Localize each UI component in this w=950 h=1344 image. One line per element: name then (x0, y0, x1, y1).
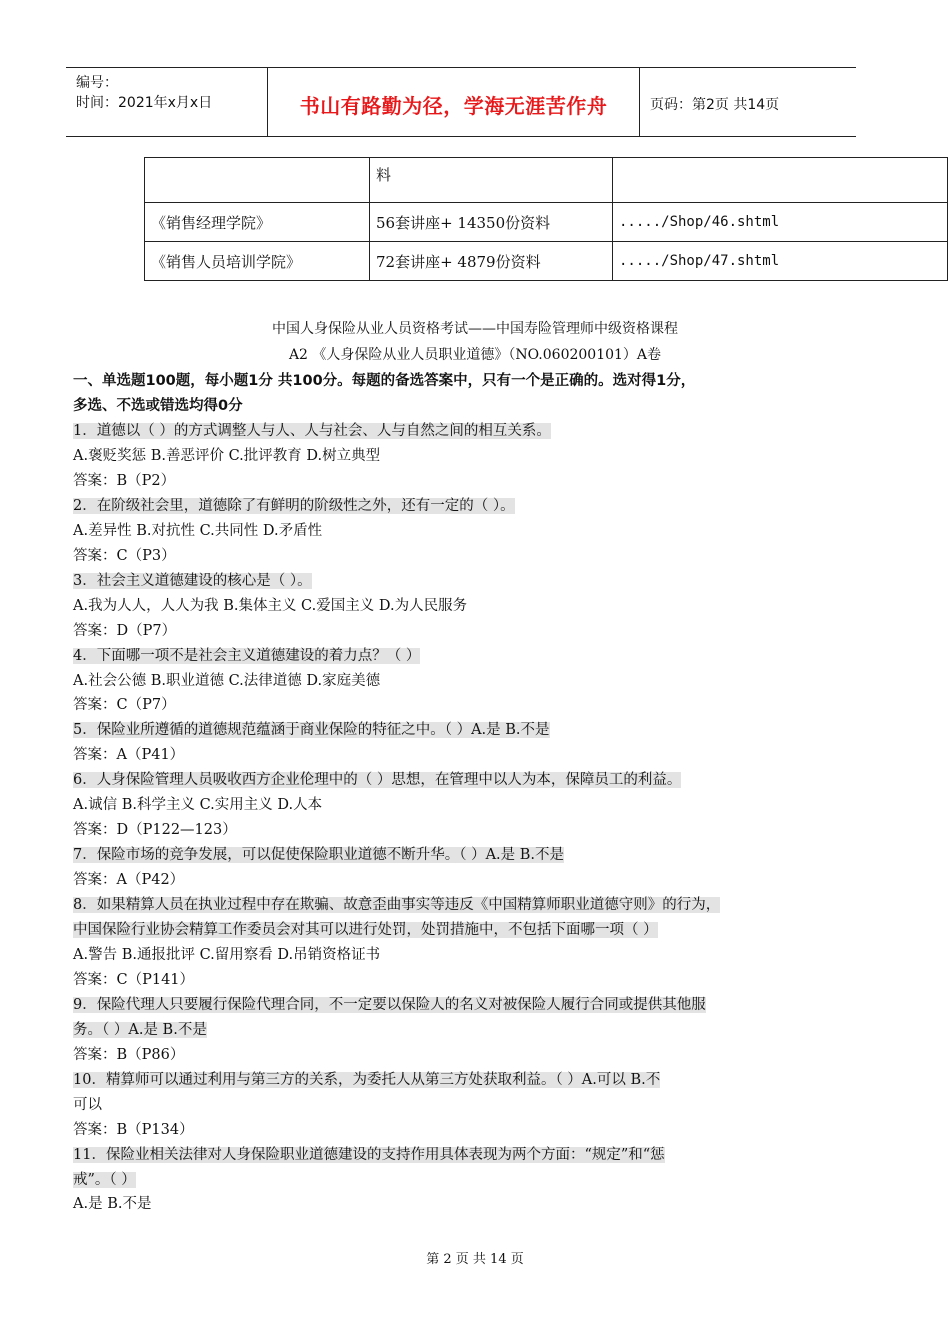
catalog-name: 《销售经理学院》 (145, 203, 370, 242)
question-line-text: A.社会公德 B.职业道德 C.法律道德 D.家庭美德 (73, 672, 381, 689)
motto: 书山有路勤为径，学海无涯苦作舟 (299, 94, 608, 118)
header-meta-cell (66, 68, 268, 136)
question-line (73, 1168, 136, 1189)
question-line (73, 444, 380, 465)
question-line (73, 1192, 151, 1213)
table-row (145, 203, 948, 242)
question-line-text: 答案：C（P141） (73, 971, 195, 988)
question-line-text: A.诚信 B.科学主义 C.实用主义 D.人本 (73, 797, 323, 814)
question-line (73, 1068, 660, 1089)
question-line-text: 1．道德以（ ）的方式调整人与人、人与社会、人与自然之间的相互关系。 (73, 423, 551, 439)
question-line (73, 644, 420, 665)
question-line (73, 619, 176, 640)
question-line-text: A.是 B.不是 (73, 1196, 152, 1213)
doc-title: 中国人身保险从业人员资格考试——中国寿险管理师中级资格课程 (272, 321, 678, 337)
question-line-text: A.我为人人，人人为我 B.集体主义 C.爱国主义 D.为人民服务 (73, 597, 468, 614)
question-line (73, 519, 322, 540)
question-line (73, 494, 515, 515)
question-line (73, 843, 564, 864)
question-line (73, 669, 380, 690)
question-line-text: 答案：D（P122—123） (73, 822, 237, 839)
question-line-text: 答案：C（P7） (73, 697, 176, 714)
question-line-text: 答案：B（P86） (73, 1046, 185, 1063)
table-row (145, 158, 948, 203)
header-motto-cell (268, 68, 640, 136)
time-label: 时间：2021年x月x日 (76, 95, 213, 111)
catalog-desc: 56套讲座+ 14350份资料 (370, 203, 613, 242)
question-line (73, 469, 175, 490)
question-line (73, 1093, 102, 1114)
question-line (73, 569, 312, 590)
catalog-table (144, 157, 948, 281)
question-line-text: A.警告 B.通报批评 C.留用察看 D.吊销资格证书 (73, 946, 381, 963)
question-line (73, 718, 550, 739)
question-line (73, 594, 467, 615)
question-line (73, 793, 322, 814)
catalog-name: 《销售人员培训学院》 (145, 242, 370, 281)
question-line-text: 答案：A（P41） (73, 747, 185, 764)
catalog-desc: 料 (370, 158, 613, 203)
table-row (145, 242, 948, 281)
question-line (73, 993, 706, 1014)
question-line-text: 10．精算师可以通过利用与第三方的关系，为委托人从第三方处获取利益。（ ）A.可以 B.不 (73, 1071, 661, 1088)
catalog-link[interactable]: ...../Shop/46.shtml (613, 203, 948, 242)
question-line (73, 818, 237, 839)
question-line-text: 5．保险业所遵循的道德规范蕴涵于商业保险的特征之中。（ ）A.是 B.不是 (73, 722, 550, 739)
catalog-link[interactable] (613, 158, 948, 203)
catalog-desc: 72套讲座+ 4879份资料 (370, 242, 613, 281)
question-line-text: 务。（ ）A.是 B.不是 (73, 1021, 207, 1038)
question-line-text: 2．在阶级社会里，道德除了有鲜明的阶级性之外，还有一定的（ ）。 (73, 497, 515, 514)
question-line (73, 743, 184, 764)
question-line (73, 868, 184, 889)
question-line (73, 893, 720, 914)
doc-subtitle: A2 《人身保险从业人员职业道德》（NO.060200101）A卷 (288, 347, 662, 363)
question-line-text: 中国保险行业协会精算工作委员会对其可以进行处罚，处罚措施中，不包括下面哪一项（ ） (73, 922, 658, 938)
page-label: 页码：第2页 共14页 (650, 97, 780, 113)
question-line (73, 943, 380, 964)
question-line-text: 答案：A（P42） (73, 872, 185, 889)
question-line-text: 4．下面哪一项不是社会主义道德建设的着力点？（ ） (73, 647, 421, 664)
question-line-text: A.褒贬奖惩 B.善恶评价 C.批评教育 D.树立典型 (73, 447, 381, 464)
question-line-text: 11．保险业相关法律对人身保险职业道德建设的支持作用具体表现为两个方面：“规定”和“惩 (73, 1146, 665, 1163)
question-line-text: 可以 (73, 1096, 102, 1113)
question-line-text: 6．人身保险管理人员吸收西方企业伦理中的（ ）思想，在管理中以人为本，保障员工的利益。 (73, 772, 682, 789)
page-footer: 第 2 页 共 14 页 (426, 1252, 524, 1267)
question-line-text: 8．如果精算人员在执业过程中存在欺骗、故意歪曲事实等违反《中国精算师职业道德守则》的行为， (73, 897, 721, 914)
question-line (73, 1118, 194, 1139)
question-line (73, 544, 176, 565)
question-line (73, 419, 551, 440)
catalog-name (145, 158, 370, 203)
section-heading-cont: 多选、不选或错选均得0分 (73, 398, 243, 414)
question-line (73, 968, 194, 989)
header-page-cell (640, 68, 856, 136)
catalog-link[interactable]: ...../Shop/47.shtml (613, 242, 948, 281)
question-line-text: 9．保险代理人只要履行保险代理合同，不一定要以保险人的名义对被保险人履行合同或提供其他服 (73, 996, 706, 1013)
question-line-text: 3．社会主义道德建设的核心是（ ）。 (73, 572, 312, 589)
page-header (66, 67, 856, 137)
question-line (73, 768, 681, 789)
question-line-text: 答案：C（P3） (73, 547, 176, 564)
question-line-text: 戒”。（ ） (73, 1171, 136, 1188)
question-line-text: 答案：B（P2） (73, 472, 176, 489)
question-line (73, 693, 176, 714)
question-line (73, 1043, 184, 1064)
section-heading: 一、单选题100题，每小题1分 共100分。每题的备选答案中，只有一个是正确的。选对得1分， (73, 373, 696, 389)
question-line-text: A.差异性 B.对抗性 C.共同性 D.矛盾性 (73, 522, 323, 539)
question-line-text: 7．保险市场的竞争发展，可以促使保险职业道德不断升华。（ ）A.是 B.不是 (73, 847, 565, 864)
question-line (73, 1018, 207, 1039)
question-line-text: 答案：D（P7） (73, 622, 177, 639)
question-line (73, 1143, 665, 1164)
question-line (73, 918, 658, 939)
number-label: 编号： (76, 75, 118, 91)
question-line-text: 答案：B（P134） (73, 1121, 194, 1138)
